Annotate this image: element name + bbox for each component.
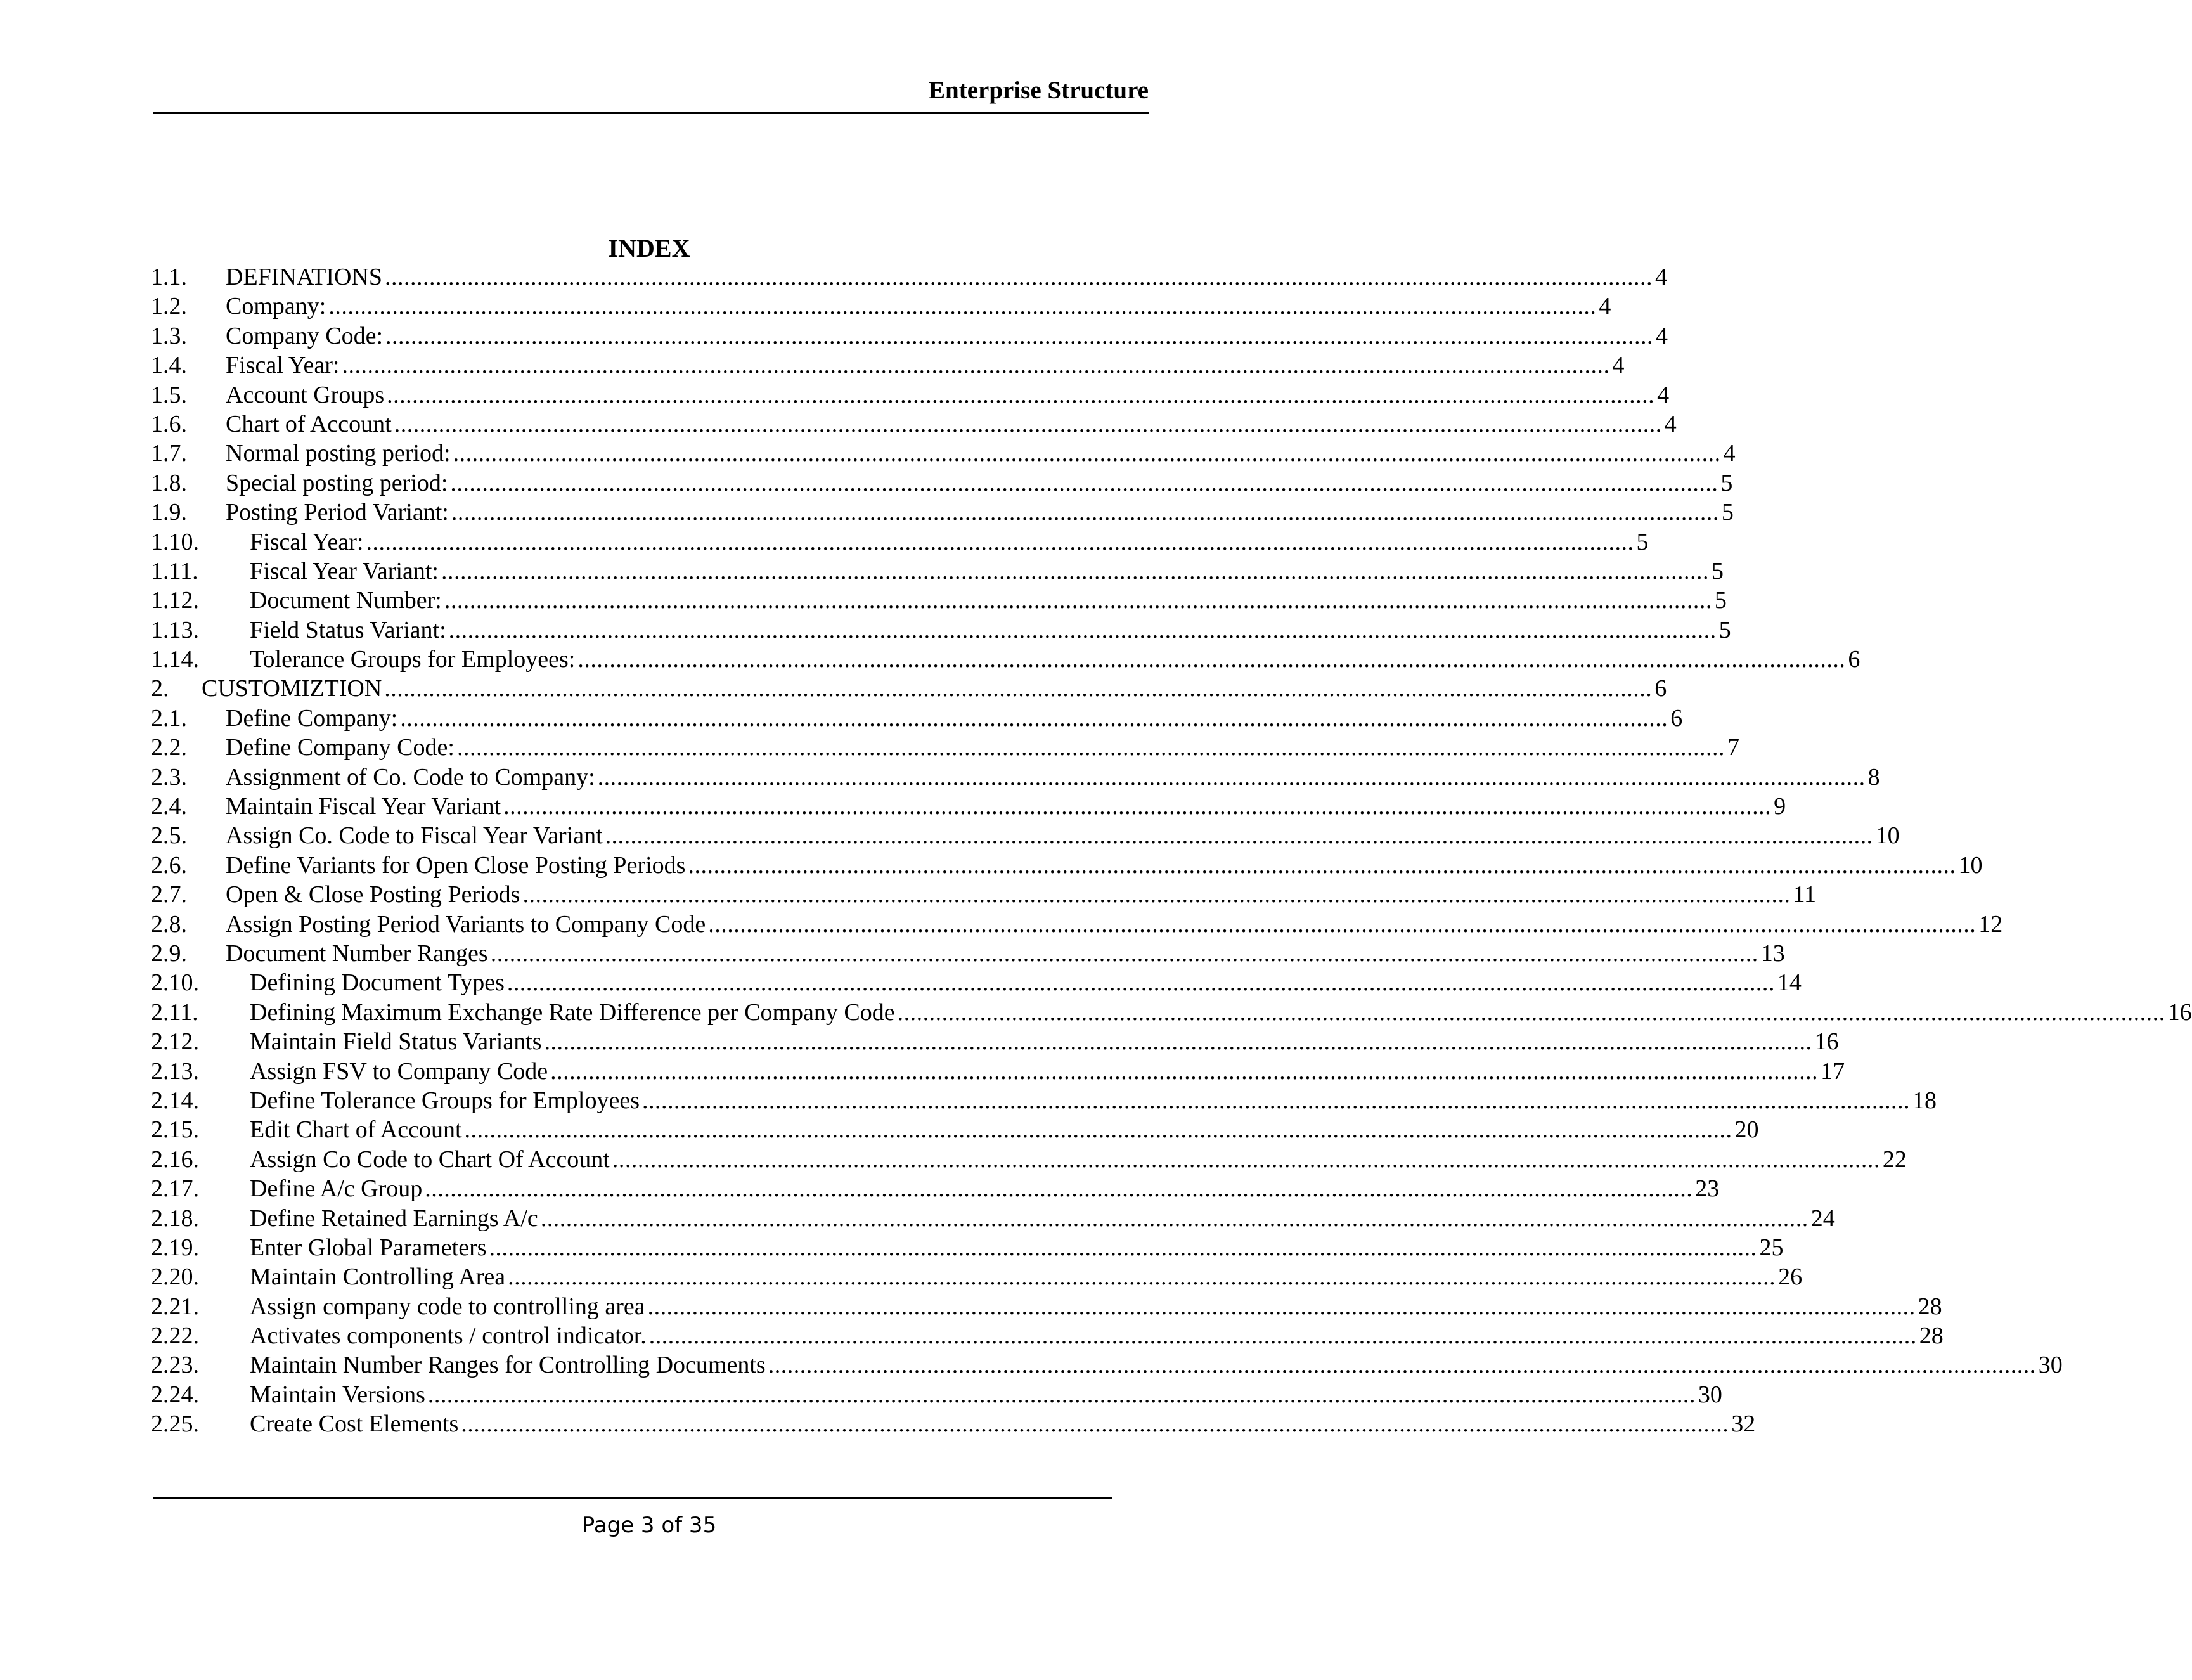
toc-dot-leader: ........................................................................................................................................................................................................	[461, 1411, 1729, 1438]
toc-entry-number: 1.6.	[151, 410, 187, 437]
toc-entry[interactable]	[151, 1086, 1937, 1115]
toc-dot-leader: ........................................................................................................................................................................................................	[384, 675, 1653, 702]
toc-entry-page-number: 4	[1599, 293, 1611, 320]
toc-dot-leader: ........................................................................................................................................................................................................	[441, 557, 1709, 585]
toc-entry[interactable]	[151, 939, 1785, 968]
toc-entry-line	[226, 380, 1670, 410]
toc-entry-page-number: 4	[1657, 381, 1670, 408]
toc-entry-line	[226, 910, 2003, 939]
toc-entry[interactable]	[151, 557, 1724, 586]
toc-entry-page-number: 32	[1731, 1411, 1756, 1438]
toc-entry[interactable]	[151, 262, 1667, 292]
toc-entry-title: Normal posting period:	[226, 440, 451, 467]
toc-entry-page-number: 30	[2038, 1352, 2063, 1379]
toc-entry-page-number: 6	[1654, 675, 1667, 702]
toc-dot-leader: ........................................................................................................................................................................................................	[451, 499, 1719, 526]
toc-entry-line	[226, 880, 1817, 909]
toc-entry-page-number: 18	[1912, 1087, 1937, 1114]
toc-entry-title: Define Variants for Open Close Posting Periods	[226, 851, 686, 879]
toc-entry[interactable]	[151, 1321, 1944, 1350]
toc-entry-title: Assign company code to controlling area	[250, 1293, 645, 1320]
toc-dot-leader: ........................................................................................................................................................................................................	[427, 1381, 1696, 1408]
toc-entry[interactable]	[151, 1233, 1784, 1262]
toc-entry[interactable]	[151, 851, 1983, 880]
toc-entry-page-number: 4	[1664, 410, 1677, 437]
toc-entry[interactable]	[151, 1145, 1907, 1174]
toc-entry-title: Document Number:	[250, 587, 442, 614]
toc-entry-title: Maintain Fiscal Year Variant	[226, 793, 501, 820]
toc-entry-title: Company Code:	[226, 322, 384, 349]
toc-entry-page-number: 12	[1978, 910, 2003, 938]
toc-entry-title: Document Number Ranges	[226, 940, 488, 967]
toc-entry-title: Posting Period Variant:	[226, 499, 449, 526]
toc-entry-line	[226, 468, 1733, 498]
toc-entry-page-number: 7	[1727, 734, 1739, 761]
toc-entry-title: Define Company:	[226, 704, 398, 732]
toc-entry[interactable]	[151, 880, 1817, 909]
toc-entry-line	[250, 1292, 1942, 1321]
toc-entry-number: 2.22.	[151, 1322, 199, 1350]
running-header-title: Enterprise Structure	[929, 77, 1149, 104]
toc-entry-page-number: 6	[1670, 704, 1683, 732]
toc-entry-title: CUSTOMIZTION	[202, 675, 382, 702]
toc-entry-page-number: 24	[1810, 1205, 1835, 1232]
toc-entry[interactable]	[151, 645, 1860, 674]
toc-entry-line	[226, 351, 1625, 380]
toc-entry-page-number: 28	[1918, 1293, 1942, 1320]
toc-entry-page-number: 10	[1875, 822, 1900, 850]
toc-entry-line	[250, 1115, 1759, 1144]
toc-entry-number: 2.7.	[151, 881, 187, 908]
toc-entry-number: 2.4.	[151, 793, 187, 820]
toc-entry-line	[226, 704, 1683, 733]
toc-dot-leader: ........................................................................................................................................................................................................	[708, 910, 1976, 938]
toc-dot-leader: ........................................................................................................................................................................................................	[489, 1234, 1757, 1261]
toc-entry-line	[250, 1204, 1835, 1233]
toc-entry-title: Defining Document Types	[250, 969, 505, 997]
toc-entry-number: 1.12.	[151, 587, 199, 614]
toc-entry-number: 1.11.	[151, 557, 198, 585]
toc-entry-page-number: 23	[1695, 1175, 1720, 1203]
toc-entry-number: 2.25.	[151, 1411, 199, 1438]
toc-entry-number: 2.16.	[151, 1146, 199, 1173]
toc-entry-number: 2.6.	[151, 851, 187, 879]
toc-entry-number: 2.17.	[151, 1175, 199, 1203]
toc-entry-number: 1.14.	[151, 646, 199, 673]
toc-entry-number: 2.13.	[151, 1057, 199, 1085]
toc-entry-line	[226, 410, 1677, 439]
toc-entry-number: 1.5.	[151, 381, 187, 408]
toc-entry-line	[250, 998, 2192, 1027]
toc-entry-page-number: 9	[1774, 793, 1786, 820]
toc-entry[interactable]	[151, 1204, 1835, 1233]
toc-entry[interactable]	[151, 1292, 1942, 1321]
toc-entry-page-number: 4	[1656, 322, 1668, 349]
toc-entry-title: Fiscal Year Variant:	[250, 557, 439, 585]
toc-dot-leader: ........................................................................................................................................................................................................	[544, 1028, 1812, 1056]
toc-dot-leader: ........................................................................................................................................................................................................	[453, 440, 1721, 467]
toc-entry-page-number: 5	[1636, 528, 1649, 555]
toc-entry-line	[250, 1350, 2063, 1380]
toc-entry-number: 2.10.	[151, 969, 199, 997]
toc-entry-number: 2.3.	[151, 763, 187, 791]
toc-entry-page-number: 17	[1821, 1057, 1845, 1085]
toc-entry[interactable]	[151, 292, 1611, 321]
toc-entry-title: Define Tolerance Groups for Employees	[250, 1087, 640, 1114]
toc-entry-number: 2.21.	[151, 1293, 199, 1320]
toc-dot-leader: ........................................................................................................................................................................................................	[342, 352, 1610, 379]
toc-entry[interactable]	[151, 1174, 1720, 1203]
toc-entry-line	[226, 262, 1667, 292]
toc-entry-title: Assignment of Co. Code to Company:	[226, 763, 595, 791]
toc-entry-number: 2.24.	[151, 1381, 199, 1408]
toc-entry-line	[250, 1321, 1944, 1350]
toc-entry-number: 1.4.	[151, 352, 187, 379]
toc-dot-leader: ........................................................................................................................................................................................................	[508, 1263, 1776, 1291]
toc-entry-number: 2.5.	[151, 822, 187, 850]
toc-entry-title: Fiscal Year:	[226, 352, 340, 379]
toc-dot-leader: ........................................................................................................................................................................................................	[366, 528, 1634, 555]
toc-entry-number: 2.14.	[151, 1087, 199, 1114]
toc-entry-line	[250, 1086, 1937, 1115]
toc-entry-number: 2.2.	[151, 734, 187, 761]
toc-entry-title: Enter Global Parameters	[250, 1234, 487, 1261]
toc-entry-title: Assign Posting Period Variants to Company Code	[226, 910, 706, 938]
toc-entry-line	[250, 1233, 1784, 1262]
toc-entry[interactable]	[151, 674, 1667, 703]
toc-entry[interactable]	[151, 1380, 1722, 1409]
toc-entry-page-number: 16	[1814, 1028, 1839, 1056]
toc-entry-number: 2.12.	[151, 1028, 199, 1056]
toc-entry[interactable]	[151, 821, 1900, 850]
toc-entry-page-number: 4	[1723, 440, 1736, 467]
toc-entry-page-number: 5	[1718, 616, 1731, 643]
toc-dot-leader: ........................................................................................................................................................................................................	[385, 264, 1653, 290]
toc-entry-line	[250, 1380, 1722, 1409]
toc-entry-title: Chart of Account	[226, 410, 392, 437]
toc-entry-line	[250, 1262, 1803, 1291]
index-heading: INDEX	[608, 234, 690, 262]
toc-entry-title: Maintain Field Status Variants	[250, 1028, 542, 1056]
toc-entry-number: 1.3.	[151, 322, 187, 349]
toc-dot-leader: ........................................................................................................................................................................................................	[425, 1175, 1693, 1203]
toc-dot-leader: ........................................................................................................................................................................................................	[328, 293, 1597, 320]
toc-entry-number: 1.7.	[151, 440, 187, 467]
toc-entry[interactable]	[151, 321, 1668, 351]
toc-entry-page-number: 20	[1734, 1116, 1759, 1144]
toc-entry-page-number: 5	[1721, 499, 1734, 526]
toc-entry[interactable]	[151, 1027, 1839, 1056]
toc-entry-title: Company:	[226, 293, 326, 320]
toc-entry-title: Maintain Controlling Area	[250, 1263, 506, 1291]
toc-entry-number: 2.1.	[151, 704, 187, 732]
toc-entry[interactable]	[151, 586, 1727, 615]
toc-entry-page-number: 28	[1919, 1322, 1944, 1350]
toc-entry-page-number: 14	[1777, 969, 1802, 997]
toc-entry-line	[250, 1409, 1756, 1438]
toc-entry[interactable]	[151, 380, 1670, 410]
toc-dot-leader: ........................................................................................................................................................................................................	[612, 1146, 1880, 1173]
toc-entry-title: Special posting period:	[226, 469, 448, 496]
toc-entry[interactable]	[151, 910, 2003, 939]
toc-entry-page-number: 5	[1712, 557, 1724, 585]
toc-entry-title: Tolerance Groups for Employees:	[250, 646, 576, 673]
toc-dot-leader: ........................................................................................................................................................................................................	[597, 763, 1866, 791]
toc-entry[interactable]	[151, 998, 2192, 1027]
toc-entry-page-number: 25	[1759, 1234, 1784, 1261]
toc-entry-number: 1.2.	[151, 293, 187, 320]
toc-entry-line	[226, 792, 1786, 821]
toc-entry-number: 2.15.	[151, 1116, 199, 1144]
toc-dot-leader: ........................................................................................................................................................................................................	[648, 1322, 1917, 1350]
toc-entry[interactable]	[151, 733, 1739, 762]
toc-entry-title: Create Cost Elements	[250, 1411, 459, 1438]
toc-dot-leader: ........................................................................................................................................................................................................	[577, 646, 1846, 673]
toc-entry[interactable]	[151, 704, 1683, 733]
table-of-contents	[151, 262, 2192, 1439]
toc-dot-leader: ........................................................................................................................................................................................................	[503, 793, 1772, 820]
toc-dot-leader: ........................................................................................................................................................................................................	[456, 734, 1725, 761]
toc-entry-line	[226, 939, 1785, 968]
toc-entry[interactable]	[151, 1262, 1803, 1291]
toc-entry-title: Define A/c Group	[250, 1175, 423, 1203]
toc-entry-page-number: 16	[2167, 998, 2192, 1026]
toc-entry-title: Edit Chart of Account	[250, 1116, 462, 1144]
toc-entry-title: Fiscal Year:	[250, 528, 364, 555]
toc-entry-number: 2.20.	[151, 1263, 199, 1291]
toc-entry-line	[226, 733, 1739, 762]
toc-entry-page-number: 6	[1848, 646, 1860, 673]
toc-entry[interactable]	[151, 616, 1731, 645]
toc-entry-number: 1.10.	[151, 528, 199, 555]
toc-dot-leader: ........................................................................................................................................................................................................	[400, 704, 1668, 732]
toc-entry-title: Field Status Variant:	[250, 616, 446, 643]
toc-entry-line	[250, 968, 1802, 997]
toc-entry[interactable]	[151, 439, 1736, 468]
toc-dot-leader: ........................................................................................................................................................................................................	[448, 616, 1717, 643]
toc-entry-page-number: 4	[1655, 264, 1667, 290]
toc-dot-leader: ........................................................................................................................................................................................................	[688, 851, 1956, 879]
toc-entry-line	[226, 321, 1668, 351]
toc-dot-leader: ........................................................................................................................................................................................................	[394, 410, 1662, 437]
toc-entry-line	[250, 1145, 1907, 1174]
toc-entry-line	[250, 645, 1860, 674]
toc-entry[interactable]	[151, 1115, 1759, 1144]
toc-entry-line	[250, 1027, 1839, 1056]
toc-entry[interactable]	[151, 763, 1880, 792]
toc-entry-title: Define Retained Earnings A/c	[250, 1205, 538, 1232]
toc-entry-page-number: 5	[1720, 469, 1733, 496]
toc-entry-title: Define Company Code:	[226, 734, 455, 761]
toc-entry-line	[250, 616, 1731, 645]
toc-entry-page-number: 5	[1714, 587, 1727, 614]
toc-entry[interactable]	[151, 498, 1734, 527]
toc-dot-leader: ........................................................................................................................................................................................................	[522, 881, 1791, 908]
toc-entry-title: Assign Co. Code to Fiscal Year Variant	[226, 822, 603, 850]
toc-dot-leader: ........................................................................................................................................................................................................	[464, 1116, 1732, 1144]
toc-entry-number: 2.23.	[151, 1352, 199, 1379]
toc-dot-leader: ........................................................................................................................................................................................................	[444, 587, 1712, 614]
toc-entry-number: 2.11.	[151, 998, 198, 1026]
toc-dot-leader: ........................................................................................................................................................................................................	[385, 322, 1654, 349]
toc-entry-title: Assign FSV to Company Code	[250, 1057, 548, 1085]
toc-entry-number: 1.8.	[151, 469, 187, 496]
toc-entry[interactable]	[151, 1057, 1845, 1086]
toc-entry-page-number: 26	[1778, 1263, 1803, 1291]
page-number-footer: Page 3 of 35	[581, 1513, 717, 1538]
toc-entry-title: Open & Close Posting Periods	[226, 881, 520, 908]
toc-entry[interactable]	[151, 1350, 2063, 1380]
toc-entry-line	[250, 1057, 1845, 1086]
toc-dot-leader: ........................................................................................................................................................................................................	[550, 1057, 1819, 1085]
header-rule	[153, 112, 1149, 114]
toc-entry-number: 1.13.	[151, 616, 199, 643]
toc-entry-page-number: 11	[1793, 881, 1817, 908]
toc-entry-number: 2.	[151, 675, 169, 702]
toc-entry-number: 2.9.	[151, 940, 187, 967]
toc-entry-title: Activates components / control indicator.	[250, 1322, 647, 1350]
toc-dot-leader: ........................................................................................................................................................................................................	[897, 998, 2165, 1026]
toc-entry-line	[226, 821, 1900, 850]
toc-entry-line	[250, 1174, 1720, 1203]
toc-entry-line	[226, 851, 1983, 880]
toc-dot-leader: ........................................................................................................................................................................................................	[490, 940, 1758, 967]
toc-entry[interactable]	[151, 968, 1802, 997]
toc-entry-line	[250, 527, 1649, 557]
toc-entry-page-number: 30	[1698, 1381, 1722, 1408]
toc-dot-leader: ........................................................................................................................................................................................................	[506, 969, 1775, 997]
toc-entry[interactable]	[151, 410, 1677, 439]
toc-entry[interactable]	[151, 468, 1733, 498]
toc-entry-page-number: 22	[1882, 1146, 1907, 1173]
toc-entry-page-number: 13	[1760, 940, 1785, 967]
toc-entry-title: Assign Co Code to Chart Of Account	[250, 1146, 610, 1173]
toc-entry-number: 1.1.	[151, 264, 187, 290]
toc-entry-line	[250, 586, 1727, 615]
toc-entry-line	[226, 292, 1611, 321]
toc-dot-leader: ........................................................................................................................................................................................................	[540, 1205, 1808, 1232]
toc-dot-leader: ........................................................................................................................................................................................................	[641, 1087, 1910, 1114]
toc-dot-leader: ........................................................................................................................................................................................................	[647, 1293, 1916, 1320]
toc-dot-leader: ........................................................................................................................................................................................................	[605, 822, 1873, 850]
toc-entry-line	[226, 763, 1880, 792]
toc-entry-page-number: 4	[1612, 352, 1625, 379]
toc-entry-title: Account Groups	[226, 381, 385, 408]
footer-rule	[153, 1497, 1112, 1499]
toc-entry-page-number: 8	[1867, 763, 1880, 791]
toc-entry-number: 2.8.	[151, 910, 187, 938]
toc-dot-leader: ........................................................................................................................................................................................................	[768, 1352, 2036, 1379]
toc-entry[interactable]	[151, 527, 1649, 557]
toc-entry-number: 1.9.	[151, 499, 187, 526]
toc-entry-number: 2.18.	[151, 1205, 199, 1232]
toc-entry-title: DEFINATIONS	[226, 264, 382, 290]
toc-entry-title: Maintain Number Ranges for Controlling Documents	[250, 1352, 766, 1379]
toc-entry-line	[226, 498, 1734, 527]
toc-entry[interactable]	[151, 792, 1786, 821]
toc-entry-title: Maintain Versions	[250, 1381, 425, 1408]
toc-entry-line	[250, 557, 1724, 586]
toc-entry-line	[226, 439, 1736, 468]
toc-entry-number: 2.19.	[151, 1234, 199, 1261]
toc-entry-title: Defining Maximum Exchange Rate Difference per Company Code	[250, 998, 895, 1026]
toc-entry-line	[202, 674, 1667, 703]
toc-dot-leader: ........................................................................................................................................................................................................	[450, 469, 1718, 496]
toc-entry[interactable]	[151, 351, 1625, 380]
toc-entry[interactable]	[151, 1409, 1756, 1438]
toc-entry-page-number: 10	[1958, 851, 1983, 879]
toc-dot-leader: ........................................................................................................................................................................................................	[387, 381, 1655, 408]
